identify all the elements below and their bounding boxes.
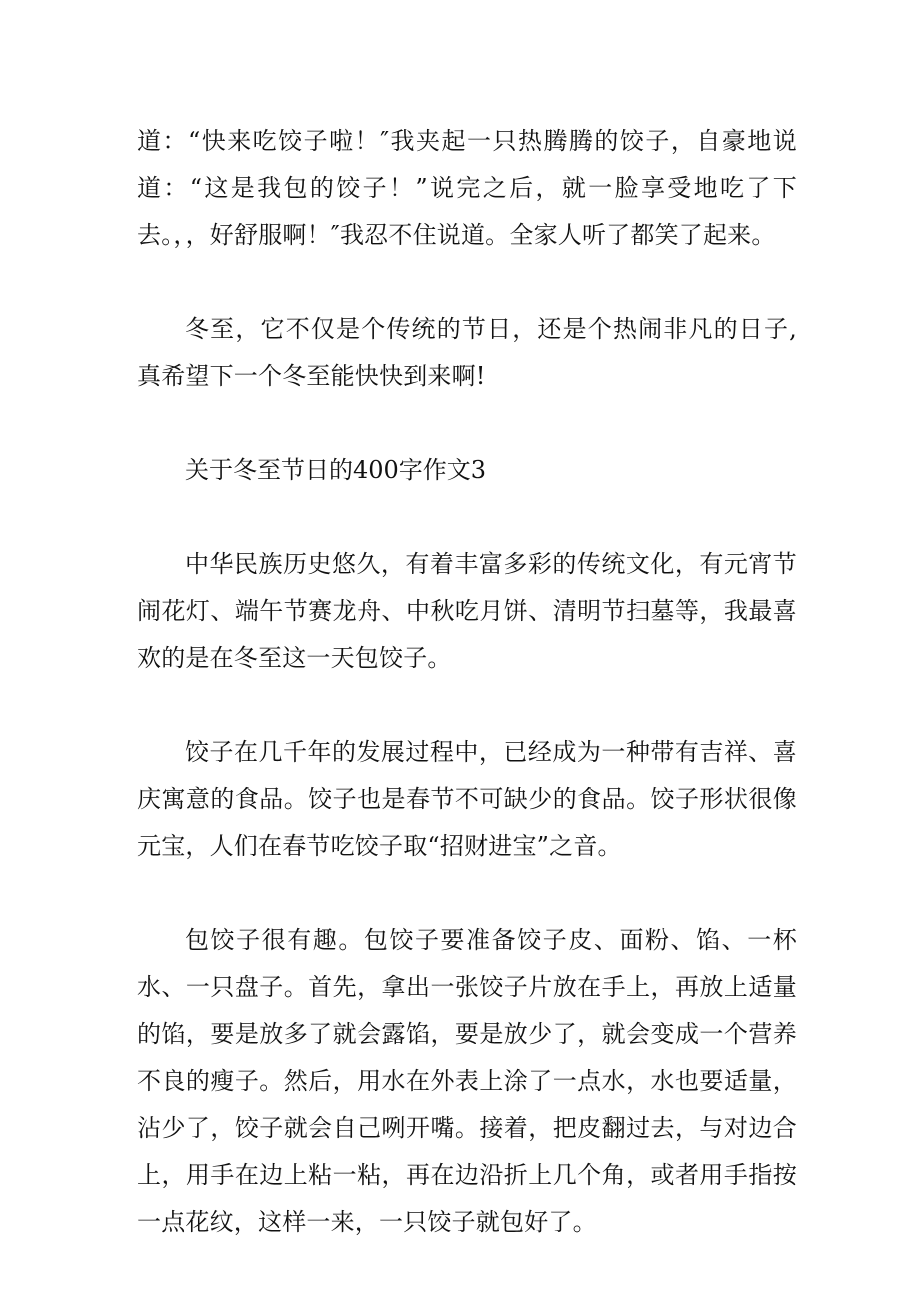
paragraph-spacer [137, 259, 797, 306]
essay-title: 关于冬至节日的400字作文3 [185, 456, 487, 484]
paragraph-dumpling-meaning: 饺子在几千年的发展过程中，已经成为一种带有吉祥、喜庆寓意的食品。饺子也是春节不可缺少的食品。饺子形状很像元宝，人们在春节吃饺子取“招财进宝”之音。 [137, 738, 797, 860]
paragraph-spacer [137, 400, 797, 447]
document-body [137, 118, 797, 1246]
paragraph-spacer [137, 870, 797, 917]
paragraph-winter-solstice-wish: 冬至，它不仅是个传统的节日，还是个热闹非凡的日子,真希望下一个冬至能快快到来啊! [137, 315, 797, 390]
paragraph-dumpling-dinner: 道：“快来吃饺子啦！″我夹起一只热腾腾的饺子，自豪地说道：“这是我包的饺子！”说完之后，就一脸享受地吃了下去。，，好舒服啊！″我忍不住说道。全家人听了都笑了起来。 [137, 127, 797, 249]
paragraph-spacer [137, 494, 797, 541]
paragraph-making-dumplings: 包饺子很有趣。包饺子要准备饺子皮、面粉、馅、一杯水、一只盘子。首先，拿出一张饺子片放在手上，再放上适量的馅，要是放多了就会露馅，要是放少了，就会变成一个营养不良的瘦子。然后，用水在外表上涂了一点水，水也要适量，沾少了，饺子就会自己咧开嘴。接着，把皮翻过去，与对边合上，用手在边上粘一粘，再在边沿折上几个角，或者用手指按一点花纹，这样一来，一只饺子就包好了。 [137, 926, 797, 1236]
paragraph-chinese-traditions: 中华民族历史悠久，有着丰富多彩的传统文化，有元宵节闹花灯、端午节赛龙舟、中秋吃月饼、清明节扫墓等，我最喜欢的是在冬至这一天包饺子。 [137, 550, 797, 672]
paragraph-spacer [137, 682, 797, 729]
